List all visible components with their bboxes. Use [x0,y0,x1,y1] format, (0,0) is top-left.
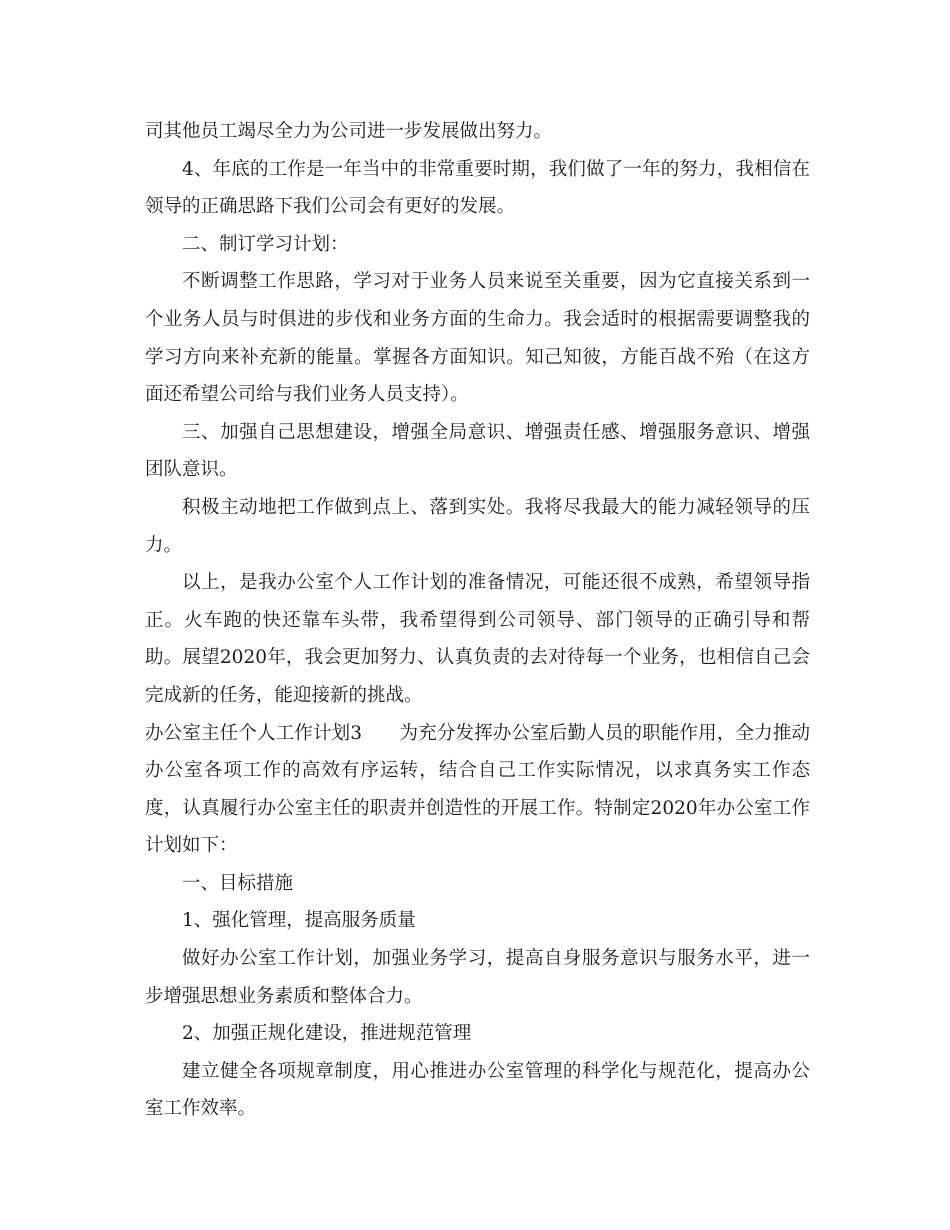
section-heading: 三、加强自己思想建设，增强全局意识、增强责任感、增强服务意识、增强团队意识。 [145,421,810,481]
subsection-heading: 1、强化管理，提高服务质量 [182,910,416,932]
paragraph: 4、年底的工作是一年当中的非常重要时期，我们做了一年的努力，我相信在领导的正确思路下我们公司会有更好的发展。 [145,158,810,218]
document-body [145,113,810,1128]
paragraph: 积极主动地把工作做到点上、落到实处。我将尽我最大的能力减轻领导的压力。 [145,496,810,556]
section-heading: 二、制订学习计划： [182,233,349,255]
paragraph: 做好办公室工作计划，加强业务学习，提高自身服务意识与服务水平，进一步增强思想业务素质和整体合力。 [145,948,810,1007]
paragraph: 不断调整工作思路，学习对于业务人员来说至关重要，因为它直接关系到一个业务人员与时俱进的步伐和业务方面的生命力。我会适时的根据需要调整我的学习方向来补充新的能量。掌握各方面知识。知己知彼，方能百战不殆（在这方面还希望公司给与我们业务人员支持）。 [145,271,810,406]
subsection-heading: 2、加强正规化建设，推进规范管理 [182,1023,472,1045]
paragraph: 以上，是我办公室个人工作计划的准备情况，可能还很不成熟，希望领导指正。火车跑的快还靠车头带，我希望得到公司领导、部门领导的正确引导和帮助。展望2020年，我会更加努力、认真负责的去对待每一个业务，也相信自己会完成新的任务，能迎接新的挑战。 [145,572,810,706]
paragraph: 建立健全各项规章制度，用心推进办公室管理的科学化与规范化，提高办公室工作效率。 [145,1060,810,1120]
paragraph: 司其他员工竭尽全力为公司进一步发展做出努力。 [145,121,553,142]
section-heading: 一、目标措施 [182,872,294,894]
paragraph: 办公室主任个人工作计划3 为充分发挥办公室后勤人员的职能作用，全力推动办公室各项工作的高效有序运转，结合自己工作实际情况，以求真务实工作态度，认真履行办公室主任的职责并创造性的开展工作。特制定2020年办公室工作计划如下： [145,722,810,857]
